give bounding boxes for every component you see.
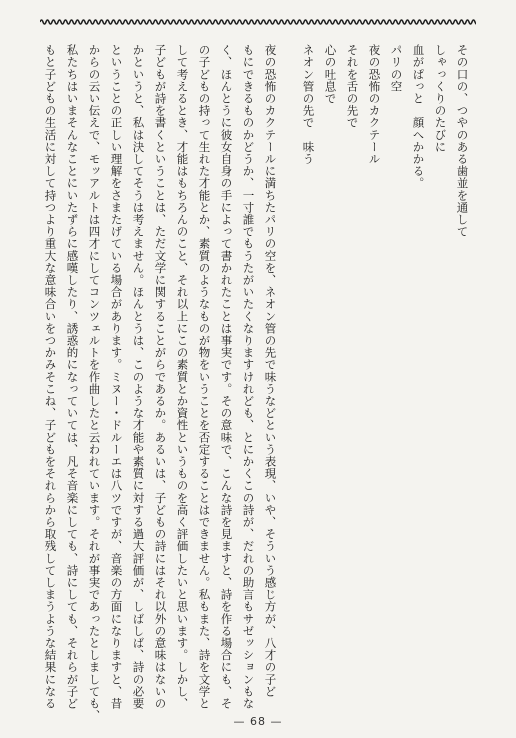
prose-line: もにできるものかどうか、一寸誰でもうたがいたくなりますけれども、とにかくこの詩が、だれの助言もサゼッションもな — [241, 44, 256, 710]
poem-line: それを舌の先で — [345, 44, 360, 129]
poem-line: ネオン管の先で 味う — [301, 44, 316, 165]
prose-line: の子どもの持って生れた才能とか、素質のようなものが物をいうことを否定することはできません。私もまた、詩を文学と — [197, 44, 212, 710]
poem-line: 夜の恐怖のカクテール — [367, 44, 382, 165]
poem-line: パリの空 — [389, 44, 404, 93]
prose-line: して考えるとき、才能はもちろんのこと、それ以上にこの素質とか資性というものを高く評価したいと思います。しかし、 — [175, 44, 190, 710]
wavy-divider — [40, 16, 476, 28]
prose-line: く、ほんとうに彼女自身の手によって書かれたことは事実です。その意味で、こんな詩を見ますと、詩を作る場合にも、そ — [219, 44, 234, 710]
prose-line: 夜の恐怖のカクテールに満ちたパリの空を、ネオン管の先で味うなどという表現、いや、そういう感じ方が、八才の子ど — [263, 44, 278, 698]
prose-line: からの云い伝えで、モッアルトは四才にしてコンツェルトを作曲したと云われています。それが事実であったとしましても、 — [87, 44, 102, 722]
poem-line: その口の、つやのある歯並を通して — [455, 44, 470, 238]
prose-line: かというと、私は決してそうは考えません。ほんとうは、このような才能や素質に対する過大評価が、しばしば、詩の必要 — [131, 44, 146, 710]
poem-line: しゃっくりのたびに — [433, 44, 448, 153]
poem-line: 心の吐息で — [323, 44, 338, 105]
poem-line: 血がぱっと 顔へかかる。 — [411, 44, 426, 190]
page-number: — 68 — — [233, 715, 283, 728]
prose-line: 私たちはいまそんなことにいたずらに感嘆したり、誘惑的になっていては、凡そ音楽にしても、詩にしても、それらが子ど — [65, 44, 80, 710]
prose-line: ということの正しい理解をさまたげている場合があります。ミヌー・ドルーエは八ツですが、音楽の方面になりますと、昔 — [109, 44, 124, 710]
prose-line: 子どもが詩を書くということは、ただ文学に関することがらであるか。あるいは、子どもの詩にはそれ以外の意味はないの — [153, 44, 168, 710]
prose-line: もと子どもの生活に対して持つより重大な意味合いをつかみそこね、子どもをそれらから取残してしまうような結果になる — [43, 44, 58, 710]
